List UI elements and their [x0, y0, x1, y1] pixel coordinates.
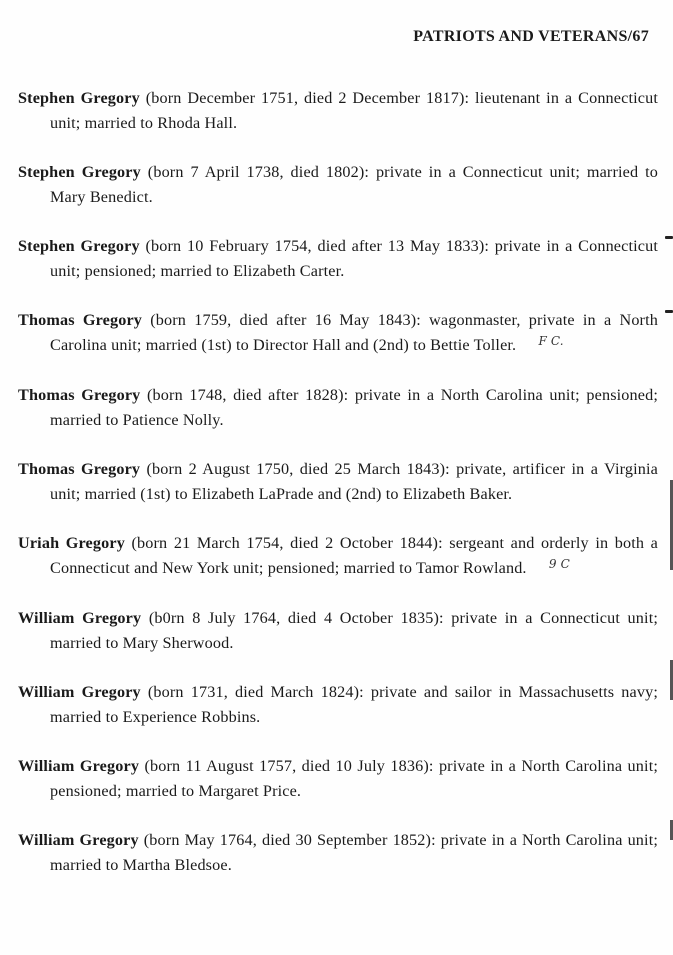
list-item: [18, 606, 658, 656]
list-item: [18, 86, 658, 136]
list-item: [18, 308, 658, 359]
entry-text: (born December 1751, died 2 December 1817): lieutenant in a Connecticut unit; married to Rhoda Hall.: [50, 89, 658, 133]
entry-text: (born 7 April 1738, died 1802): private in a Connecticut unit; married to Mary Benedict.: [50, 163, 659, 207]
list-item: [18, 754, 658, 804]
running-head: PATRIOTS AND VETERANS/67: [413, 28, 649, 45]
entry-text: (born 1759, died after 16 May 1843): wagonmaster, private in a North Carolina unit; married (1st) to Director Hall and (2nd) to Bettie Toller.: [50, 311, 658, 355]
entry-text: (born 1731, died March 1824): private and sailor in Massachusetts navy; married to Experience Robbins.: [50, 683, 658, 727]
entry-name: Thomas Gregory: [18, 460, 141, 479]
entry-name: Thomas Gregory: [18, 386, 141, 405]
entry-name: William Gregory: [18, 609, 142, 628]
entry-name: William Gregory: [18, 757, 140, 776]
entry-text: (born 2 August 1750, died 25 March 1843): private, artificer in a Virginia unit; married (1st) to Elizabeth LaPrade and (2nd) to Elizabeth Baker.: [50, 460, 658, 504]
list-item: [18, 531, 658, 582]
entry-list: [18, 70, 658, 902]
handwritten-note: F C.: [538, 334, 564, 349]
margin-mark: [665, 310, 673, 313]
entry-name: Uriah Gregory: [18, 534, 125, 553]
entry-text: (born 1748, died after 1828): private in a North Carolina unit; pensioned; married to Patience Nolly.: [50, 386, 659, 430]
list-item: [18, 160, 658, 210]
entry-text: (born 11 August 1757, died 10 July 1836): private in a North Carolina unit; pensioned; married to Margaret Price.: [50, 757, 658, 801]
entry-text: (born 10 February 1754, died after 13 May 1833): private in a Connecticut unit; pensioned; married to Elizabeth Carter.: [50, 237, 658, 281]
entry-text: (b0rn 8 July 1764, died 4 October 1835): private in a Connecticut unit; married to Mary Sherwood.: [50, 609, 658, 653]
entry-name: Thomas Gregory: [18, 311, 143, 330]
entry-name: Stephen Gregory: [18, 237, 140, 256]
entry-text: (born 21 March 1754, died 2 October 1844): sergeant and orderly in both a Connecticut and New York unit; pensioned; married to Tamor Rowland.: [50, 534, 658, 578]
list-item: [18, 383, 658, 433]
entry-name: William Gregory: [18, 683, 141, 702]
list-item: [18, 234, 658, 284]
entry-text: (born May 1764, died 30 September 1852): private in a North Carolina unit; married to Martha Bledsoe.: [50, 831, 658, 875]
margin-mark: [665, 236, 673, 239]
handwritten-note: 9 C: [548, 557, 570, 572]
entry-name: William Gregory: [18, 831, 139, 850]
entry-name: Stephen Gregory: [18, 89, 140, 108]
list-item: [18, 828, 658, 878]
list-item: [18, 457, 658, 507]
list-item: [18, 680, 658, 730]
entry-name: Stephen Gregory: [18, 163, 141, 182]
